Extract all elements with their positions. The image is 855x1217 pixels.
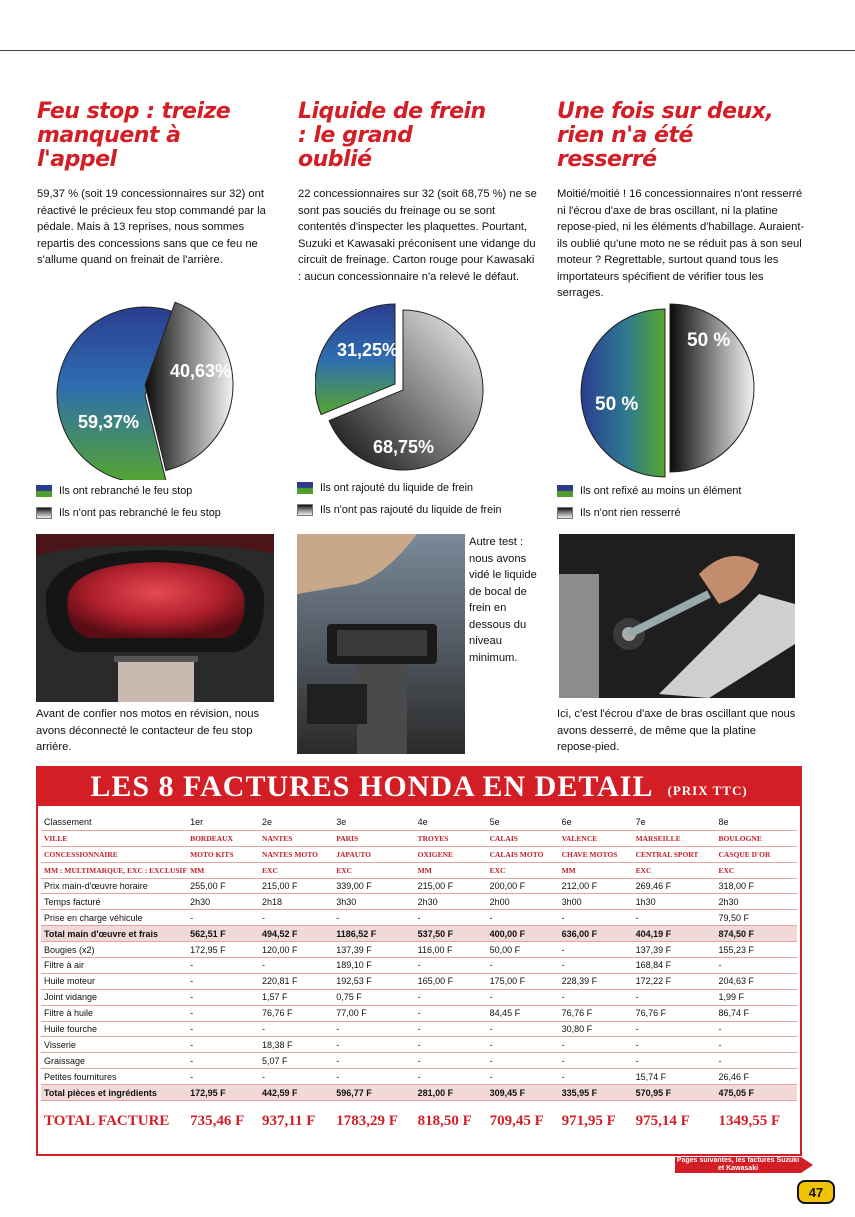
row-label: Graissage xyxy=(41,1053,187,1069)
table-cell: - xyxy=(487,1069,559,1085)
tail-light-photo xyxy=(36,534,274,702)
table-cell: 1,99 F xyxy=(716,989,798,1005)
legend-label: Ils ont refixé au moins un élément xyxy=(580,485,742,497)
table-cell: - xyxy=(716,1021,798,1037)
table-cell: 537,50 F xyxy=(415,926,487,942)
table-cell: 3h30 xyxy=(333,894,414,910)
table-cell: 189,10 F xyxy=(333,958,414,974)
table-cell: CENTRAL SPORT xyxy=(633,846,716,862)
table-cell: 76,76 F xyxy=(633,1005,716,1021)
swingarm-caption: Ici, c'est l'écrou d'axe de bras oscillant que nous avons desserré, de même que la platine repose-pied. xyxy=(557,708,796,753)
brake-reservoir-photo xyxy=(297,534,465,754)
row-label: Total main d'œuvre et frais xyxy=(41,926,187,942)
table-cell: - xyxy=(187,1021,259,1037)
table-cell: 339,00 F xyxy=(333,878,414,894)
table-cell: EXC xyxy=(716,862,798,878)
table-cell: 8e xyxy=(716,815,798,830)
legend-feu-stop xyxy=(36,480,221,524)
table-cell: 7e xyxy=(633,815,716,830)
table-cell: 269,46 F xyxy=(633,878,716,894)
legend-swatch-icon xyxy=(36,485,52,497)
table-cell: NANTES xyxy=(259,830,333,846)
table-cell: - xyxy=(487,910,559,926)
table-cell: 2h18 xyxy=(259,894,333,910)
table-cell: MM xyxy=(415,862,487,878)
table-cell: 1186,52 F xyxy=(333,926,414,942)
table-cell: - xyxy=(559,989,633,1005)
table-cell: 874,50 F xyxy=(716,926,798,942)
table-cell: 709,45 F xyxy=(489,1112,544,1129)
table-cell: BORDEAUX xyxy=(187,830,259,846)
table-cell: 281,00 F xyxy=(415,1085,487,1101)
table-cell: 168,84 F xyxy=(633,958,716,974)
table-cell: CASQUE D'OR xyxy=(716,846,798,862)
table-cell: 77,00 F xyxy=(333,1005,414,1021)
row-label: TOTAL FACTURE xyxy=(44,1112,170,1129)
section-title: Liquide de frein : le grand oublié xyxy=(298,99,486,172)
section-liquide-frein xyxy=(298,100,548,285)
table-row xyxy=(41,862,797,878)
table-cell: MARSEILLE xyxy=(633,830,716,846)
table-cell: 1349,55 F xyxy=(718,1112,781,1129)
table-cell: NANTES MOTO xyxy=(259,846,333,862)
section-body: 59,37 % (soit 19 concessionnaires sur 32) ont réactivé le précieux feu stop commandé par la pédale. Mais à 13 reprises, nous sommes repartis des concessions sans que ce feu ne s'allume quand on freinait de l'arrière. xyxy=(37,188,266,266)
table-cell: TROYES xyxy=(415,830,487,846)
table-cell: - xyxy=(415,1021,487,1037)
table-cell: 475,05 F xyxy=(716,1085,798,1101)
table-cell: - xyxy=(259,1069,333,1085)
row-label: MM : MULTIMARQUE, EXC : EXCLUSIF xyxy=(41,862,187,878)
section-title: Feu stop : treize manquent à l'appel xyxy=(37,99,231,172)
table-cell: 975,14 F xyxy=(635,1112,690,1129)
invoice-subtitle: (PRIX TTC) xyxy=(667,783,748,798)
row-label: Joint vidange xyxy=(41,989,187,1005)
table-cell: 1,57 F xyxy=(259,989,333,1005)
pie-label-a: 59,37% xyxy=(78,412,140,432)
row-label: Filtre à huile xyxy=(41,1005,187,1021)
table-cell: 937,11 F xyxy=(262,1112,316,1129)
table-cell: - xyxy=(187,1005,259,1021)
table-cell: MM xyxy=(187,862,259,878)
table-row xyxy=(41,926,797,942)
legend-item xyxy=(297,477,502,499)
table-row xyxy=(41,1005,797,1021)
table-cell: 494,52 F xyxy=(259,926,333,942)
pie-label-a: 31,25% xyxy=(337,340,399,360)
table-cell: MOTO KITS xyxy=(187,846,259,862)
pie-label-b: 68,75% xyxy=(373,437,435,457)
brake-photo-caption: Autre test : nous avons vidé le liquide de bocal de frein en dessous du niveau minimum. xyxy=(469,536,537,664)
table-cell: - xyxy=(633,989,716,1005)
table-cell: 172,95 F xyxy=(187,1085,259,1101)
table-cell: 318,00 F xyxy=(716,878,798,894)
table-cell: 442,59 F xyxy=(259,1085,333,1101)
row-label: Visserie xyxy=(41,1037,187,1053)
table-cell: - xyxy=(259,1021,333,1037)
section-feu-stop xyxy=(37,100,287,269)
table-cell: 3e xyxy=(333,815,414,830)
table-row xyxy=(41,958,797,974)
table-cell: 6e xyxy=(559,815,633,830)
table-cell: 86,74 F xyxy=(716,1005,798,1021)
table-cell: 562,51 F xyxy=(187,926,259,942)
table-cell: - xyxy=(415,989,487,1005)
tail-light-caption: Avant de confier nos motos en révision, nous avons déconnecté le contacteur de feu stop arrière. xyxy=(36,708,260,753)
legend-label: Ils n'ont pas rajouté du liquide de frein xyxy=(320,504,502,516)
table-cell: 172,22 F xyxy=(633,973,716,989)
invoice-table-box xyxy=(36,766,802,1156)
row-label: Petites fournitures xyxy=(41,1069,187,1085)
table-cell: CHAVE MOTOS xyxy=(559,846,633,862)
section-title: Une fois sur deux, rien n'a été resserré xyxy=(557,99,774,172)
table-cell: 3h00 xyxy=(559,894,633,910)
table-cell: 137,39 F xyxy=(633,942,716,958)
table-cell: - xyxy=(415,1005,487,1021)
table-cell: - xyxy=(259,910,333,926)
table-cell: 335,95 F xyxy=(559,1085,633,1101)
table-cell: - xyxy=(187,1069,259,1085)
table-cell: - xyxy=(716,1037,798,1053)
table-cell: - xyxy=(187,973,259,989)
table-cell: MM xyxy=(559,862,633,878)
table-cell: 50,00 F xyxy=(487,942,559,958)
table-cell: - xyxy=(333,1037,414,1053)
table-cell: 215,00 F xyxy=(259,878,333,894)
row-label: Prise en charge véhicule xyxy=(41,910,187,926)
table-cell: - xyxy=(259,958,333,974)
row-label: Huile moteur xyxy=(41,973,187,989)
invoice-table xyxy=(41,815,797,1141)
table-cell: 5,07 F xyxy=(259,1053,333,1069)
table-cell: 26,46 F xyxy=(716,1069,798,1085)
table-cell: 155,23 F xyxy=(716,942,798,958)
pie-slice-a xyxy=(581,309,665,477)
section-resserrage xyxy=(557,100,807,302)
row-label: Bougies (x2) xyxy=(41,942,187,958)
legend-item xyxy=(36,480,221,502)
legend-liquide-frein xyxy=(297,477,502,521)
table-row xyxy=(41,1101,797,1142)
table-row xyxy=(41,989,797,1005)
table-cell: 76,76 F xyxy=(259,1005,333,1021)
table-cell: - xyxy=(333,1021,414,1037)
legend-swatch-icon xyxy=(297,504,313,516)
table-cell: 2h30 xyxy=(716,894,798,910)
table-cell: CALAIS MOTO xyxy=(487,846,559,862)
invoice-title: LES 8 FACTURES HONDA EN DETAIL xyxy=(90,770,654,803)
pie-label-a: 50 % xyxy=(595,394,639,415)
row-label: CONCESSIONNAIRE xyxy=(41,846,187,862)
table-cell: 4e xyxy=(415,815,487,830)
pie-chart-feu-stop xyxy=(40,290,260,480)
table-cell: 400,00 F xyxy=(487,926,559,942)
table-cell: - xyxy=(559,1053,633,1069)
table-cell: - xyxy=(716,958,798,974)
table-cell: 636,00 F xyxy=(559,926,633,942)
table-cell: - xyxy=(415,1069,487,1085)
table-cell: - xyxy=(559,910,633,926)
table-cell: 255,00 F xyxy=(187,878,259,894)
legend-item xyxy=(557,502,741,524)
table-cell: 404,19 F xyxy=(633,926,716,942)
table-cell: - xyxy=(559,1037,633,1053)
table-cell: 204,63 F xyxy=(716,973,798,989)
table-row xyxy=(41,973,797,989)
legend-label: Ils n'ont pas rebranché le feu stop xyxy=(59,507,221,519)
table-cell: - xyxy=(487,1037,559,1053)
table-cell: 1783,29 F xyxy=(336,1112,398,1129)
top-rule xyxy=(0,50,855,51)
table-cell: - xyxy=(487,1021,559,1037)
next-pages-banner: Pages suivantes, les factures Suzuki et Kawasaki xyxy=(676,1157,800,1172)
table-cell: 215,00 F xyxy=(415,878,487,894)
legend-resserrage xyxy=(557,480,741,524)
table-cell: 596,77 F xyxy=(333,1085,414,1101)
section-body: Moitié/moitié ! 16 concessionnaires n'ont resserré ni l'écrou d'axe de bras oscillant, ni la platine repose-pied, ni les éléments d'habillage. Auraient-ils oublié qu'une moto ne se réduit pas à son seul moteur ? Regrettable, surtout quand tous les importateurs spécifient de vérifier tous les serrages. xyxy=(557,188,805,299)
invoice-title-bar xyxy=(38,768,800,806)
pie-label-b: 50 % xyxy=(687,330,731,351)
table-cell: EXC xyxy=(259,862,333,878)
row-label: Filtre à air xyxy=(41,958,187,974)
table-cell: EXC xyxy=(333,862,414,878)
table-cell: OXIGENE xyxy=(415,846,487,862)
row-label: Classement xyxy=(41,815,187,830)
table-cell: 971,95 F xyxy=(561,1112,616,1129)
table-cell: 220,81 F xyxy=(259,973,333,989)
table-cell: CALAIS xyxy=(487,830,559,846)
legend-item xyxy=(297,499,502,521)
table-cell: 79,50 F xyxy=(716,910,798,926)
table-row xyxy=(41,815,797,830)
table-cell: - xyxy=(633,1053,716,1069)
table-row xyxy=(41,1053,797,1069)
table-cell: - xyxy=(415,1053,487,1069)
table-cell: - xyxy=(187,989,259,1005)
table-cell: - xyxy=(633,910,716,926)
table-row xyxy=(41,1085,797,1101)
table-cell: - xyxy=(415,910,487,926)
table-cell: - xyxy=(333,910,414,926)
table-row xyxy=(41,942,797,958)
pie-chart-liquide-frein xyxy=(315,298,485,478)
table-cell: 84,45 F xyxy=(487,1005,559,1021)
legend-label: Ils n'ont rien resserré xyxy=(580,507,681,519)
table-cell: 212,00 F xyxy=(559,878,633,894)
table-cell: EXC xyxy=(487,862,559,878)
table-row xyxy=(41,1021,797,1037)
table-cell: 165,00 F xyxy=(415,973,487,989)
table-cell: 228,39 F xyxy=(559,973,633,989)
table-cell: 120,00 F xyxy=(259,942,333,958)
table-cell: 18,38 F xyxy=(259,1037,333,1053)
table-cell: 30,80 F xyxy=(559,1021,633,1037)
pie-chart-resserrage xyxy=(577,298,767,478)
table-cell: 76,76 F xyxy=(559,1005,633,1021)
table-cell: JAPAUTO xyxy=(333,846,414,862)
row-label: Total pièces et ingrédients xyxy=(41,1085,187,1101)
page-number: 47 xyxy=(797,1180,835,1204)
legend-item xyxy=(36,502,221,524)
table-row xyxy=(41,878,797,894)
table-cell: - xyxy=(716,1053,798,1069)
table-cell: 15,74 F xyxy=(633,1069,716,1085)
table-cell: 116,00 F xyxy=(415,942,487,958)
legend-swatch-icon xyxy=(36,507,52,519)
table-cell: - xyxy=(559,1069,633,1085)
table-cell: - xyxy=(415,958,487,974)
table-cell: - xyxy=(633,1021,716,1037)
table-cell: 5e xyxy=(487,815,559,830)
table-cell: - xyxy=(187,1037,259,1053)
table-cell: 172,95 F xyxy=(187,942,259,958)
swingarm-photo xyxy=(559,534,795,698)
table-cell: 309,45 F xyxy=(487,1085,559,1101)
table-cell: 2h30 xyxy=(187,894,259,910)
row-label: Temps facturé xyxy=(41,894,187,910)
table-cell: - xyxy=(333,1053,414,1069)
table-cell: - xyxy=(333,1069,414,1085)
table-cell: - xyxy=(187,1053,259,1069)
table-cell: EXC xyxy=(633,862,716,878)
table-cell: 735,46 F xyxy=(190,1112,245,1129)
table-cell: - xyxy=(487,1053,559,1069)
table-cell: PARIS xyxy=(333,830,414,846)
table-cell: - xyxy=(487,958,559,974)
table-cell: 192,53 F xyxy=(333,973,414,989)
legend-label: Ils ont rajouté du liquide de frein xyxy=(320,482,474,494)
table-row xyxy=(41,894,797,910)
table-row xyxy=(41,830,797,846)
table-cell: 2h00 xyxy=(487,894,559,910)
table-cell: 0,75 F xyxy=(333,989,414,1005)
table-row xyxy=(41,1037,797,1053)
table-cell: 1er xyxy=(187,815,259,830)
table-cell: - xyxy=(559,942,633,958)
row-label: Huile fourche xyxy=(41,1021,187,1037)
table-cell: - xyxy=(487,989,559,1005)
row-label: Prix main-d'œuvre horaire xyxy=(41,878,187,894)
table-cell: 570,95 F xyxy=(633,1085,716,1101)
table-cell: - xyxy=(187,910,259,926)
table-cell: - xyxy=(633,1037,716,1053)
table-row xyxy=(41,910,797,926)
table-cell: 818,50 F xyxy=(417,1112,472,1129)
legend-item xyxy=(557,480,741,502)
table-cell: BOULOGNE xyxy=(716,830,798,846)
table-cell: 137,39 F xyxy=(333,942,414,958)
table-row xyxy=(41,1069,797,1085)
legend-swatch-icon xyxy=(557,507,573,519)
table-cell: - xyxy=(559,958,633,974)
pie-label-b: 40,63% xyxy=(170,361,232,381)
table-cell: 200,00 F xyxy=(487,878,559,894)
row-label: VILLE xyxy=(41,830,187,846)
legend-swatch-icon xyxy=(557,485,573,497)
table-cell: 2h30 xyxy=(415,894,487,910)
table-row xyxy=(41,846,797,862)
table-cell: - xyxy=(415,1037,487,1053)
table-cell: VALENCE xyxy=(559,830,633,846)
arrow-right-icon xyxy=(801,1157,813,1173)
legend-label: Ils ont rebranché le feu stop xyxy=(59,485,193,497)
table-cell: - xyxy=(187,958,259,974)
table-cell: 175,00 F xyxy=(487,973,559,989)
section-body: 22 concessionnaires sur 32 (soit 68,75 %) ne se sont pas souciés du freinage ou se sont contentés d'inspecter les plaquettes. Pourtant, Suzuki et Kawasaki préconisent une vidange du circuit de freinage. Carton rouge pour Kawasaki : aucun concessionnaire n'a relevé le défaut. xyxy=(298,188,537,283)
table-cell: 2e xyxy=(259,815,333,830)
table-cell: 1h30 xyxy=(633,894,716,910)
legend-swatch-icon xyxy=(297,482,313,494)
